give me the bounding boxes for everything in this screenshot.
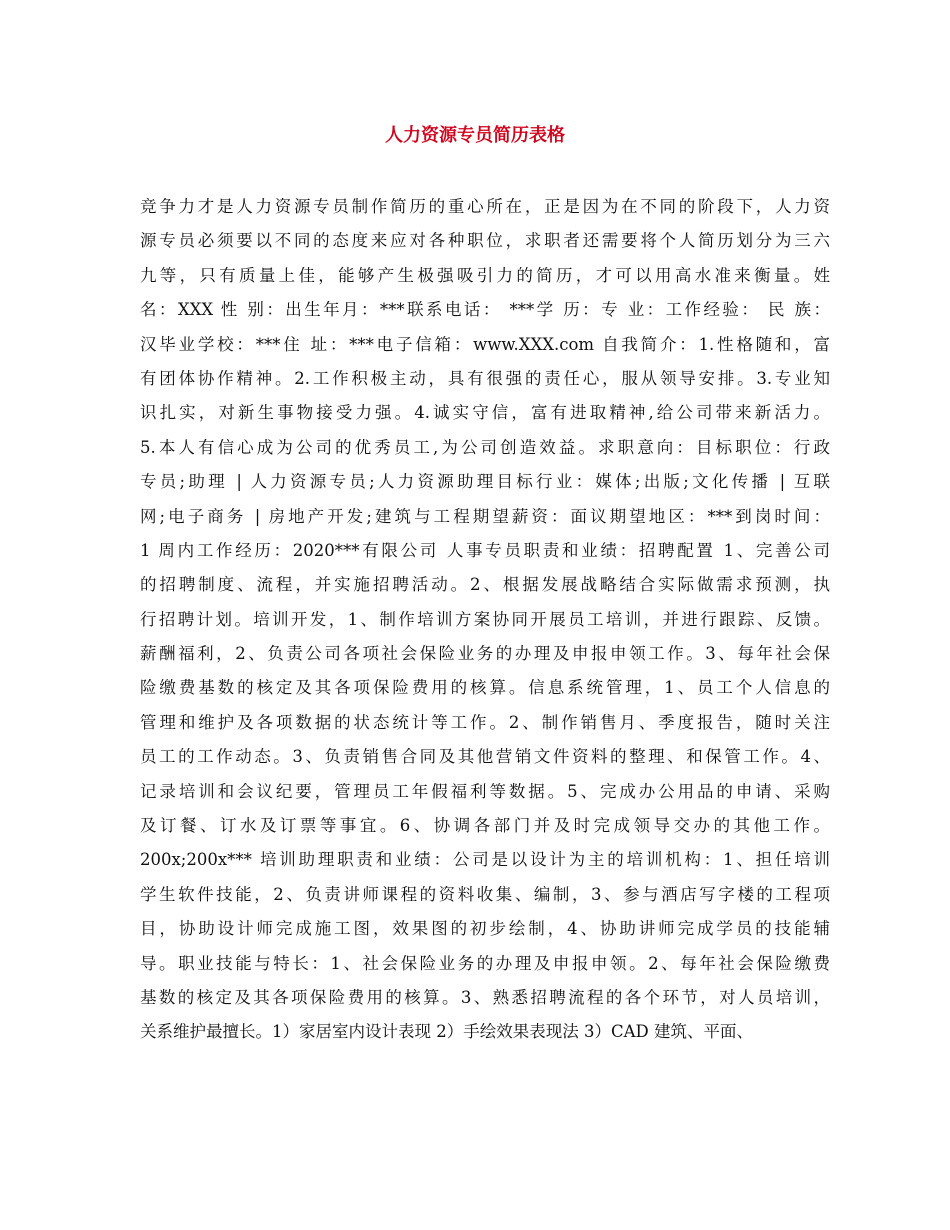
body-text-line: 名：XXX 性 别：出生年月：***联系电话： ***学 历：专 业：工作经验： 民 族： [140, 300, 830, 320]
document-title: 人力资源专员简历表格 [385, 125, 565, 146]
document-body [140, 190, 830, 1050]
body-text-line: 有团体协作精神。2.工作积极主动，具有很强的责任心，服从领导安排。3.专业知 [140, 368, 830, 388]
body-text-line: 竞争力才是人力资源专员制作简历的重心所在，正是因为在不同的阶段下，人力资 [140, 197, 830, 216]
body-text-line: 险缴费基数的核定及其各项保险费用的核算。信息系统管理，1、员工个人信息的 [140, 678, 830, 698]
body-text-line: 及订餐、订水及订票等事宜。6、协调各部门并及时完成领导交办的其他工作。 [140, 816, 830, 836]
body-text-line: 基数的核定及其各项保险费用的核算。3、熟悉招聘流程的各个环节，对人员培训， [140, 987, 830, 1007]
body-text-line: 薪酬福利，2、负责公司各项社会保险业务的办理及申报申领工作。3、每年社会保 [140, 644, 830, 664]
body-text-line: 网;电子商务 | 房地产开发;建筑与工程期望薪资：面议期望地区：***到岗时间： [140, 506, 830, 526]
body-text-line: 汉毕业学校：***住 址：***电子信箱：www.XXX.com 自我简介：1.性格随和，富 [140, 334, 830, 354]
body-text-line: 的招聘制度、流程，并实施招聘活动。2、根据发展战略结合实际做需求预测，执 [140, 575, 830, 595]
body-text-line: 源专员必须要以不同的态度来应对各种职位，求职者还需要将个人简历划分为三六 [140, 231, 830, 251]
body-text-line: 1 周内工作经历：2020***有限公司 人事专员职责和业绩：招聘配置 1、完善公司 [140, 540, 830, 560]
body-text-line: 九等，只有质量上佳，能够产生极强吸引力的简历，才可以用高水准来衡量。姓 [140, 265, 830, 285]
body-text-line: 专员;助理 | 人力资源专员;人力资源助理目标行业：媒体;出版;文化传播 | 互联 [140, 472, 830, 492]
body-text-line: 员工的工作动态。3、负责销售合同及其他营销文件资料的整理、和保管工作。4、 [140, 747, 830, 767]
body-text-line: 5.本人有信心成为公司的优秀员工,为公司创造效益。求职意向：目标职位：行政 [140, 437, 830, 457]
body-text-line: 目，协助设计师完成施工图，效果图的初步绘制，4、协助讲师完成学员的技能辅 [140, 919, 830, 939]
body-text-line: 行招聘计划。培训开发，1、制作培训方案协同开展员工培训，并进行跟踪、反馈。 [140, 609, 830, 629]
body-text-line: 学生软件技能，2、负责讲师课程的资料收集、编制，3、参与酒店写字楼的工程项 [140, 884, 830, 904]
body-text-line: 识扎实，对新生事物接受力强。4.诚实守信，富有进取精神,给公司带来新活力。 [140, 403, 830, 423]
body-text-line: 管理和维护及各项数据的状态统计等工作。2、制作销售月、季度报告，随时关注 [140, 712, 830, 732]
body-text-line: 关系维护最擅长。1）家居室内设计表现 2）手绘效果表现法 3）CAD 建筑、平面、 [140, 1022, 753, 1042]
body-text-line: 记录培训和会议纪要，管理员工年假福利等数据。5、完成办公用品的申请、采购 [140, 781, 830, 801]
body-text-line: 导。职业技能与特长：1、社会保险业务的办理及申报申领。2、每年社会保险缴费 [140, 953, 830, 973]
body-text-line: 200x;200x*** 培训助理职责和业绩：公司是以设计为主的培训机构：1、担任培训 [140, 850, 830, 870]
